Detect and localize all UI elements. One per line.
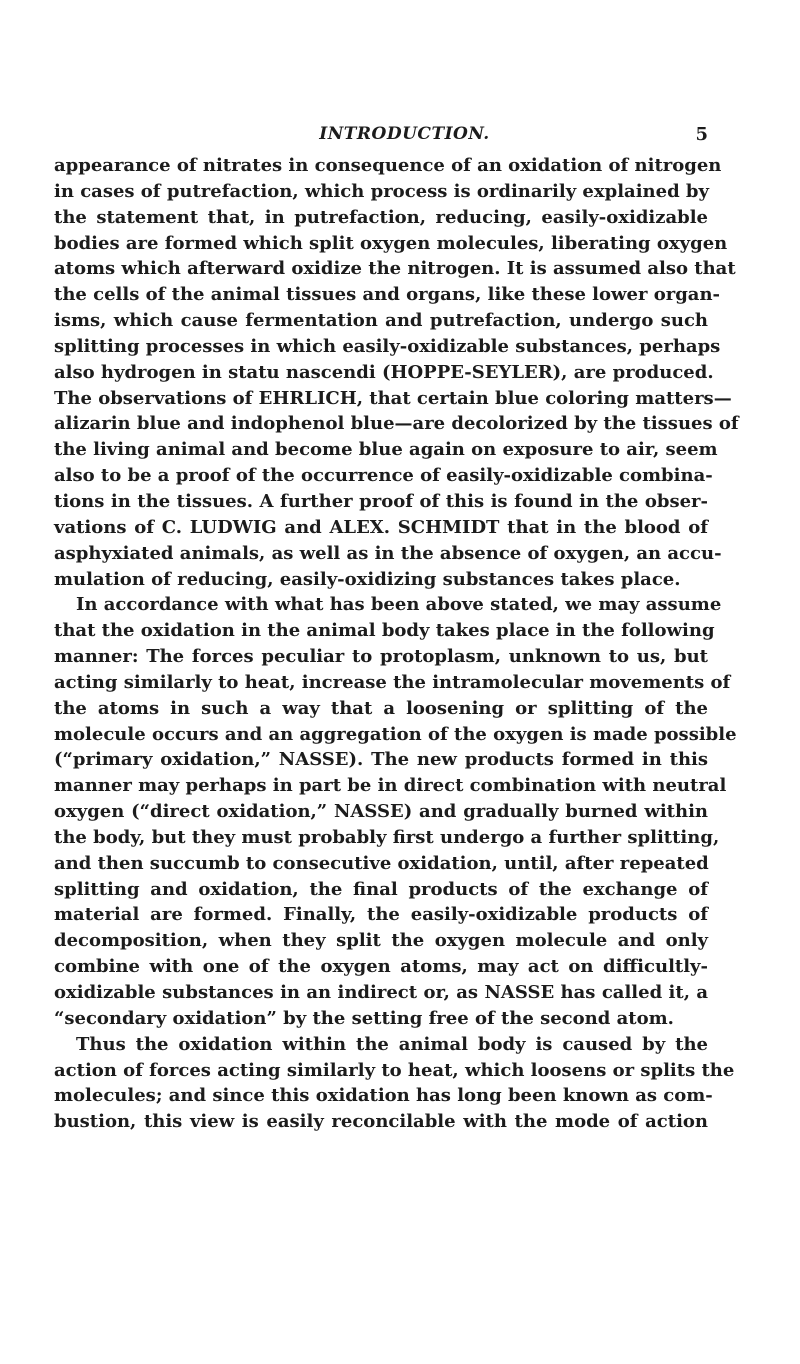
paragraph-start-line: Thus the oxidation within the animal body is caused by the (76, 1033, 708, 1055)
text-line: oxygen (“direct oxidation,” NASSE) and gradually burned within (54, 801, 708, 823)
running-title: INTRODUCTION. (319, 124, 490, 144)
text-line: alizarin blue and indophenol blue—are decolorized by the tissues of (54, 413, 739, 435)
text-line: decomposition, when they split the oxygen molecule and only (54, 930, 708, 952)
text-line: action of forces acting similarly to heat, which loosens or splits the (54, 1059, 735, 1081)
text-line: bodies are formed which split oxygen molecules, liberating oxygen (54, 232, 728, 254)
text-line: also hydrogen in statu nascendi (HOPPE-SEYLER), are produced. (54, 361, 714, 383)
text-line: The observations of EHRLICH, that certain blue coloring matters— (54, 387, 732, 409)
text-line: molecules; and since this oxidation has long been known as com- (54, 1085, 713, 1107)
text-line: material are formed. Finally, the easily-oxidizable products of (54, 904, 708, 926)
text-line: splitting and oxidation, the final products of the exchange of (54, 878, 708, 900)
text-line: vations of C. LUDWIG and ALEX. SCHMIDT that in the blood of (54, 516, 708, 538)
text-line: the cells of the animal tissues and organs, like these lower organ- (54, 284, 721, 306)
text-line: the body, but they must probably first undergo a further splitting, (54, 826, 720, 848)
text-line: tions in the tissues. A further proof of this is found in the obser- (54, 490, 708, 512)
page-number: 5 (695, 124, 708, 145)
text-line: splitting processes in which easily-oxidizable substances, perhaps (54, 335, 721, 357)
text-line: atoms which afterward oxidize the nitrogen. It is assumed also that (54, 258, 736, 280)
text-line: in cases of putrefaction, which process is ordinarily explained by (54, 180, 709, 202)
text-line: “secondary oxidation” by the setting free of the second atom. (54, 1007, 674, 1029)
text-line: molecule occurs and an aggregation of the oxygen is made possible (54, 723, 737, 745)
text-line: manner: The forces peculiar to protoplasm, unknown to us, but (54, 646, 708, 668)
text-line: (“primary oxidation,” NASSE). The new products formed in this (54, 749, 708, 771)
text-line: the atoms in such a way that a loosening or splitting of the (54, 697, 708, 719)
body-text (54, 153, 739, 1135)
text-line: the living animal and become blue again on exposure to air, seem (54, 439, 718, 461)
text-line: bustion, this view is easily reconcilable with the mode of action (54, 1111, 708, 1133)
text-line: and then succumb to consecutive oxidation, until, after repeated (54, 852, 709, 874)
text-line: appearance of nitrates in consequence of an oxidation of nitrogen (54, 155, 722, 176)
text-line: combine with one of the oxygen atoms, may act on difficultly- (54, 956, 708, 978)
text-line: also to be a proof of the occurrence of easily-oxidizable combina- (54, 465, 713, 487)
text-line: acting similarly to heat, increase the intramolecular movements of (54, 671, 731, 693)
text-line: asphyxiated animals, as well as in the absence of oxygen, an accu- (54, 542, 722, 564)
text-line: the statement that, in putrefaction, reducing, easily-oxidizable (54, 206, 708, 228)
text-line: manner may perhaps in part be in direct combination with neutral (54, 775, 727, 797)
text-line: oxidizable substances in an indirect or, as NASSE has called it, a (54, 982, 708, 1003)
text-line: mulation of reducing, easily-oxidizing substances takes place. (54, 568, 681, 590)
paragraph-start-line: In accordance with what has been above stated, we may assume (76, 594, 722, 616)
text-line: isms, which cause fermentation and putrefaction, undergo such (54, 310, 708, 332)
text-line: that the oxidation in the animal body takes place in the following (54, 620, 715, 642)
running-head (101, 124, 708, 148)
